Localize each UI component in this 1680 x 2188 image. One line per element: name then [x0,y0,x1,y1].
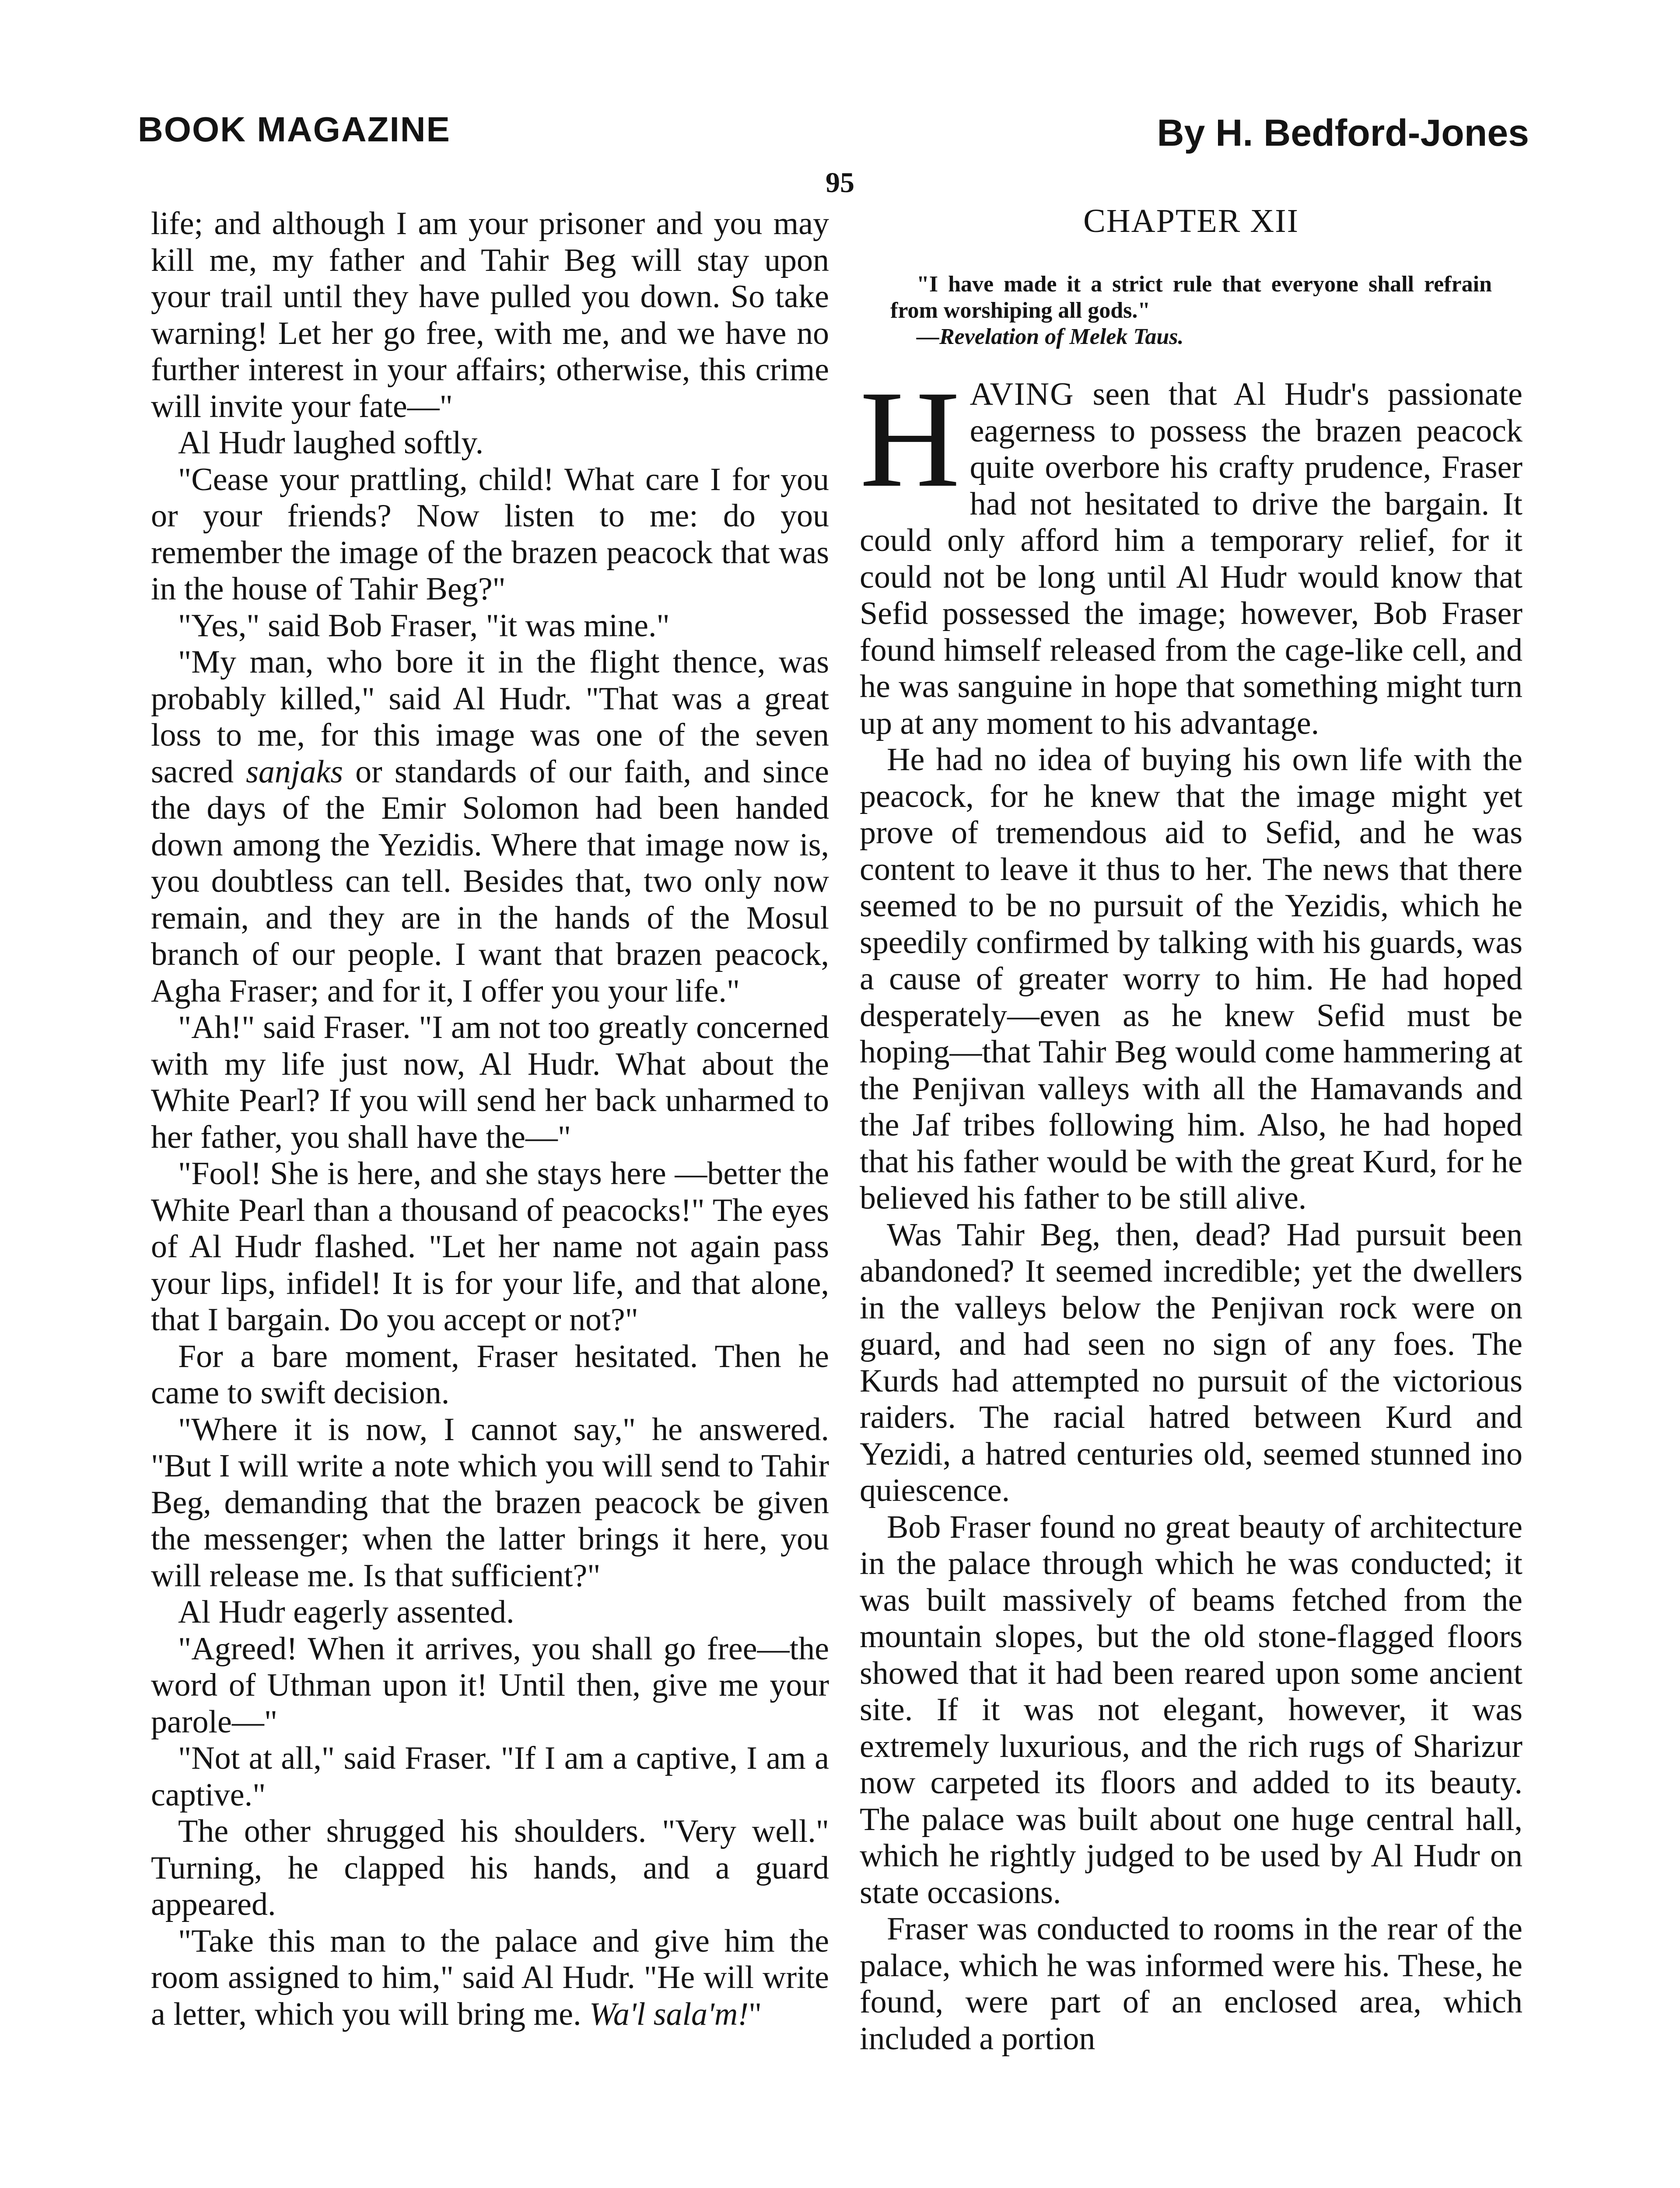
author-byline: By H. Bedford-Jones [1157,112,1529,154]
paragraph: life; and although I am your prisoner and you may kill me, my father and Tahir Beg will stay upon your trail until they have pulled you down. So take warning! Let her go free, with me, and we have no further interest in your affairs; otherwise, this crime will invite your fate—" [151,206,829,424]
paragraph: "Agreed! When it arrives, you shall go free—the word of Uthman upon it! Until then, give me your parole—" [151,1630,829,1740]
chapter-opening-paragraph [860,362,1522,742]
paragraph: Fraser was conducted to rooms in the rear of the palace, which he was informed were his. These, he found, were part of an enclosed area, which included a portion [860,1911,1522,2057]
left-column [151,206,829,2033]
paragraph: The other shrugged his shoulders. "Very well." Turning, he clapped his hands, and a guard appeared. [151,1813,829,1922]
paragraph: Was Tahir Beg, then, dead? Had pursuit been abandoned? It seemed incredible; yet the dwellers in the valleys below the Penjivan rock were on guard, and had seen no sign of any foes. The Kurds had attempted no pursuit of the victorious raiders. The racial hatred between Kurd and Yezidi, a hatred centuries old, seemed stunned ino quiescence. [860,1217,1522,1508]
paragraph: He had no idea of buying his own life with the peacock, for he knew that the image might yet prove of tremendous aid to Sefid, and he was content to leave it thus to her. The news that there seemed to be no pursuit of the Yezidis, which he speedily confirmed by talking with his guards, was a cause of greater worry to him. He had hoped desperately—even as he knew Sefid must be hoping—that Tahir Beg would come hammering at the Penjivan valleys with all the Hamavands and the Jaf tribes following him. Also, he had hoped that his father would be with the great Kurd, for he believed his father to be still alive. [860,742,1522,1216]
paragraph: "Where it is now, I cannot say," he answered. "But I will write a note which you will send to Tahir Beg, demanding that the brazen peacock be given the messenger; when the latter brings it here, you will release me. Is that sufficient?" [151,1411,829,1594]
paragraph: "My man, who bore it in the flight thence, was probably killed," said Al Hudr. "That was a great loss to me, for this image was one of the seven sacred sanjaks or standards of our faith, and since the days of the Emir Solomon had been handed down among the Yezidis. Where that image now is, you doubtless can tell. Besides that, two only now remain, and they are in the hands of the Mosul branch of our people. I want that brazen peacock, Agha Fraser; and for it, I offer you your life." [151,644,829,1009]
right-column [860,201,1522,2057]
paragraph: "Cease your prattling, child! What care I for you or your friends? Now listen to me: do you remember the image of the brazen peacock that was in the house of Tahir Beg?" [151,461,829,607]
opening-caps: AVING [970,376,1074,412]
epigraph-quote: "I have made it a strict rule that everyone shall refrain from worshiping all gods." [890,272,1492,323]
chapter-title: CHAPTER XII [1083,203,1299,239]
paragraph: "Take this man to the palace and give him the room assigned to him," said Al Hudr. "He will write a letter, which you will bring me. Wa'l sala'm!" [151,1923,829,2032]
epigraph [890,271,1492,350]
paragraph: Bob Fraser found no great beauty of architecture in the palace through which he was conducted; it was built massively of beams fetched from the mountain slopes, but the old stone-flagged floors showed that it had been reared upon some ancient site. If it was not elegant, however, it was extremely luxurious, and the rich rugs of Sharizur now carpeted its floors and added to its beauty. The palace was built about one huge central hall, which he rightly judged to be used by Al Hudr on state occasions. [860,1509,1522,1911]
paragraph: Al Hudr eagerly assented. [178,1594,514,1630]
paragraph: "Fool! She is here, and she stays here —better the White Pearl than a thousand of peacocks!" The eyes of Al Hudr flashed. "Let her name not again pass your lips, infidel! It is for your life, and that alone, that I bargain. Do you accept or not?" [151,1156,829,1338]
paragraph: "Yes," said Bob Fraser, "it was mine." [178,607,670,644]
epigraph-attribution: —Revelation of Melek Taus. [917,324,1184,349]
magazine-title: BOOK MAGAZINE [138,110,451,149]
paragraph: For a bare moment, Fraser hesitated. Then he came to swift decision. [151,1338,829,1411]
right-column-paragraphs [860,742,1522,2057]
paragraph: Al Hudr laughed softly. [178,425,484,461]
page-number: 95 [826,167,854,199]
paragraph: "Not at all," said Fraser. "If I am a captive, I am a captive." [151,1740,829,1813]
drop-cap: H [860,362,960,516]
opening-text: seen that Al Hudr's passionate eagerness to possess the brazen peacock quite overbore his crafty prudence, Fraser had not hesitated to drive the bargain. It could only afford him a temporary relief, for it could not be long until Al Hudr would know that Sefid possessed the image; however, Bob Fraser found himself released from the cage-like cell, and he was sanguine in hope that something might turn up at any moment to his advantage. [860,376,1522,741]
paragraph: "Ah!" said Fraser. "I am not too greatly concerned with my life just now, Al Hudr. What about the White Pearl? If you will send her back unharmed to her father, you shall have the—" [151,1010,829,1155]
